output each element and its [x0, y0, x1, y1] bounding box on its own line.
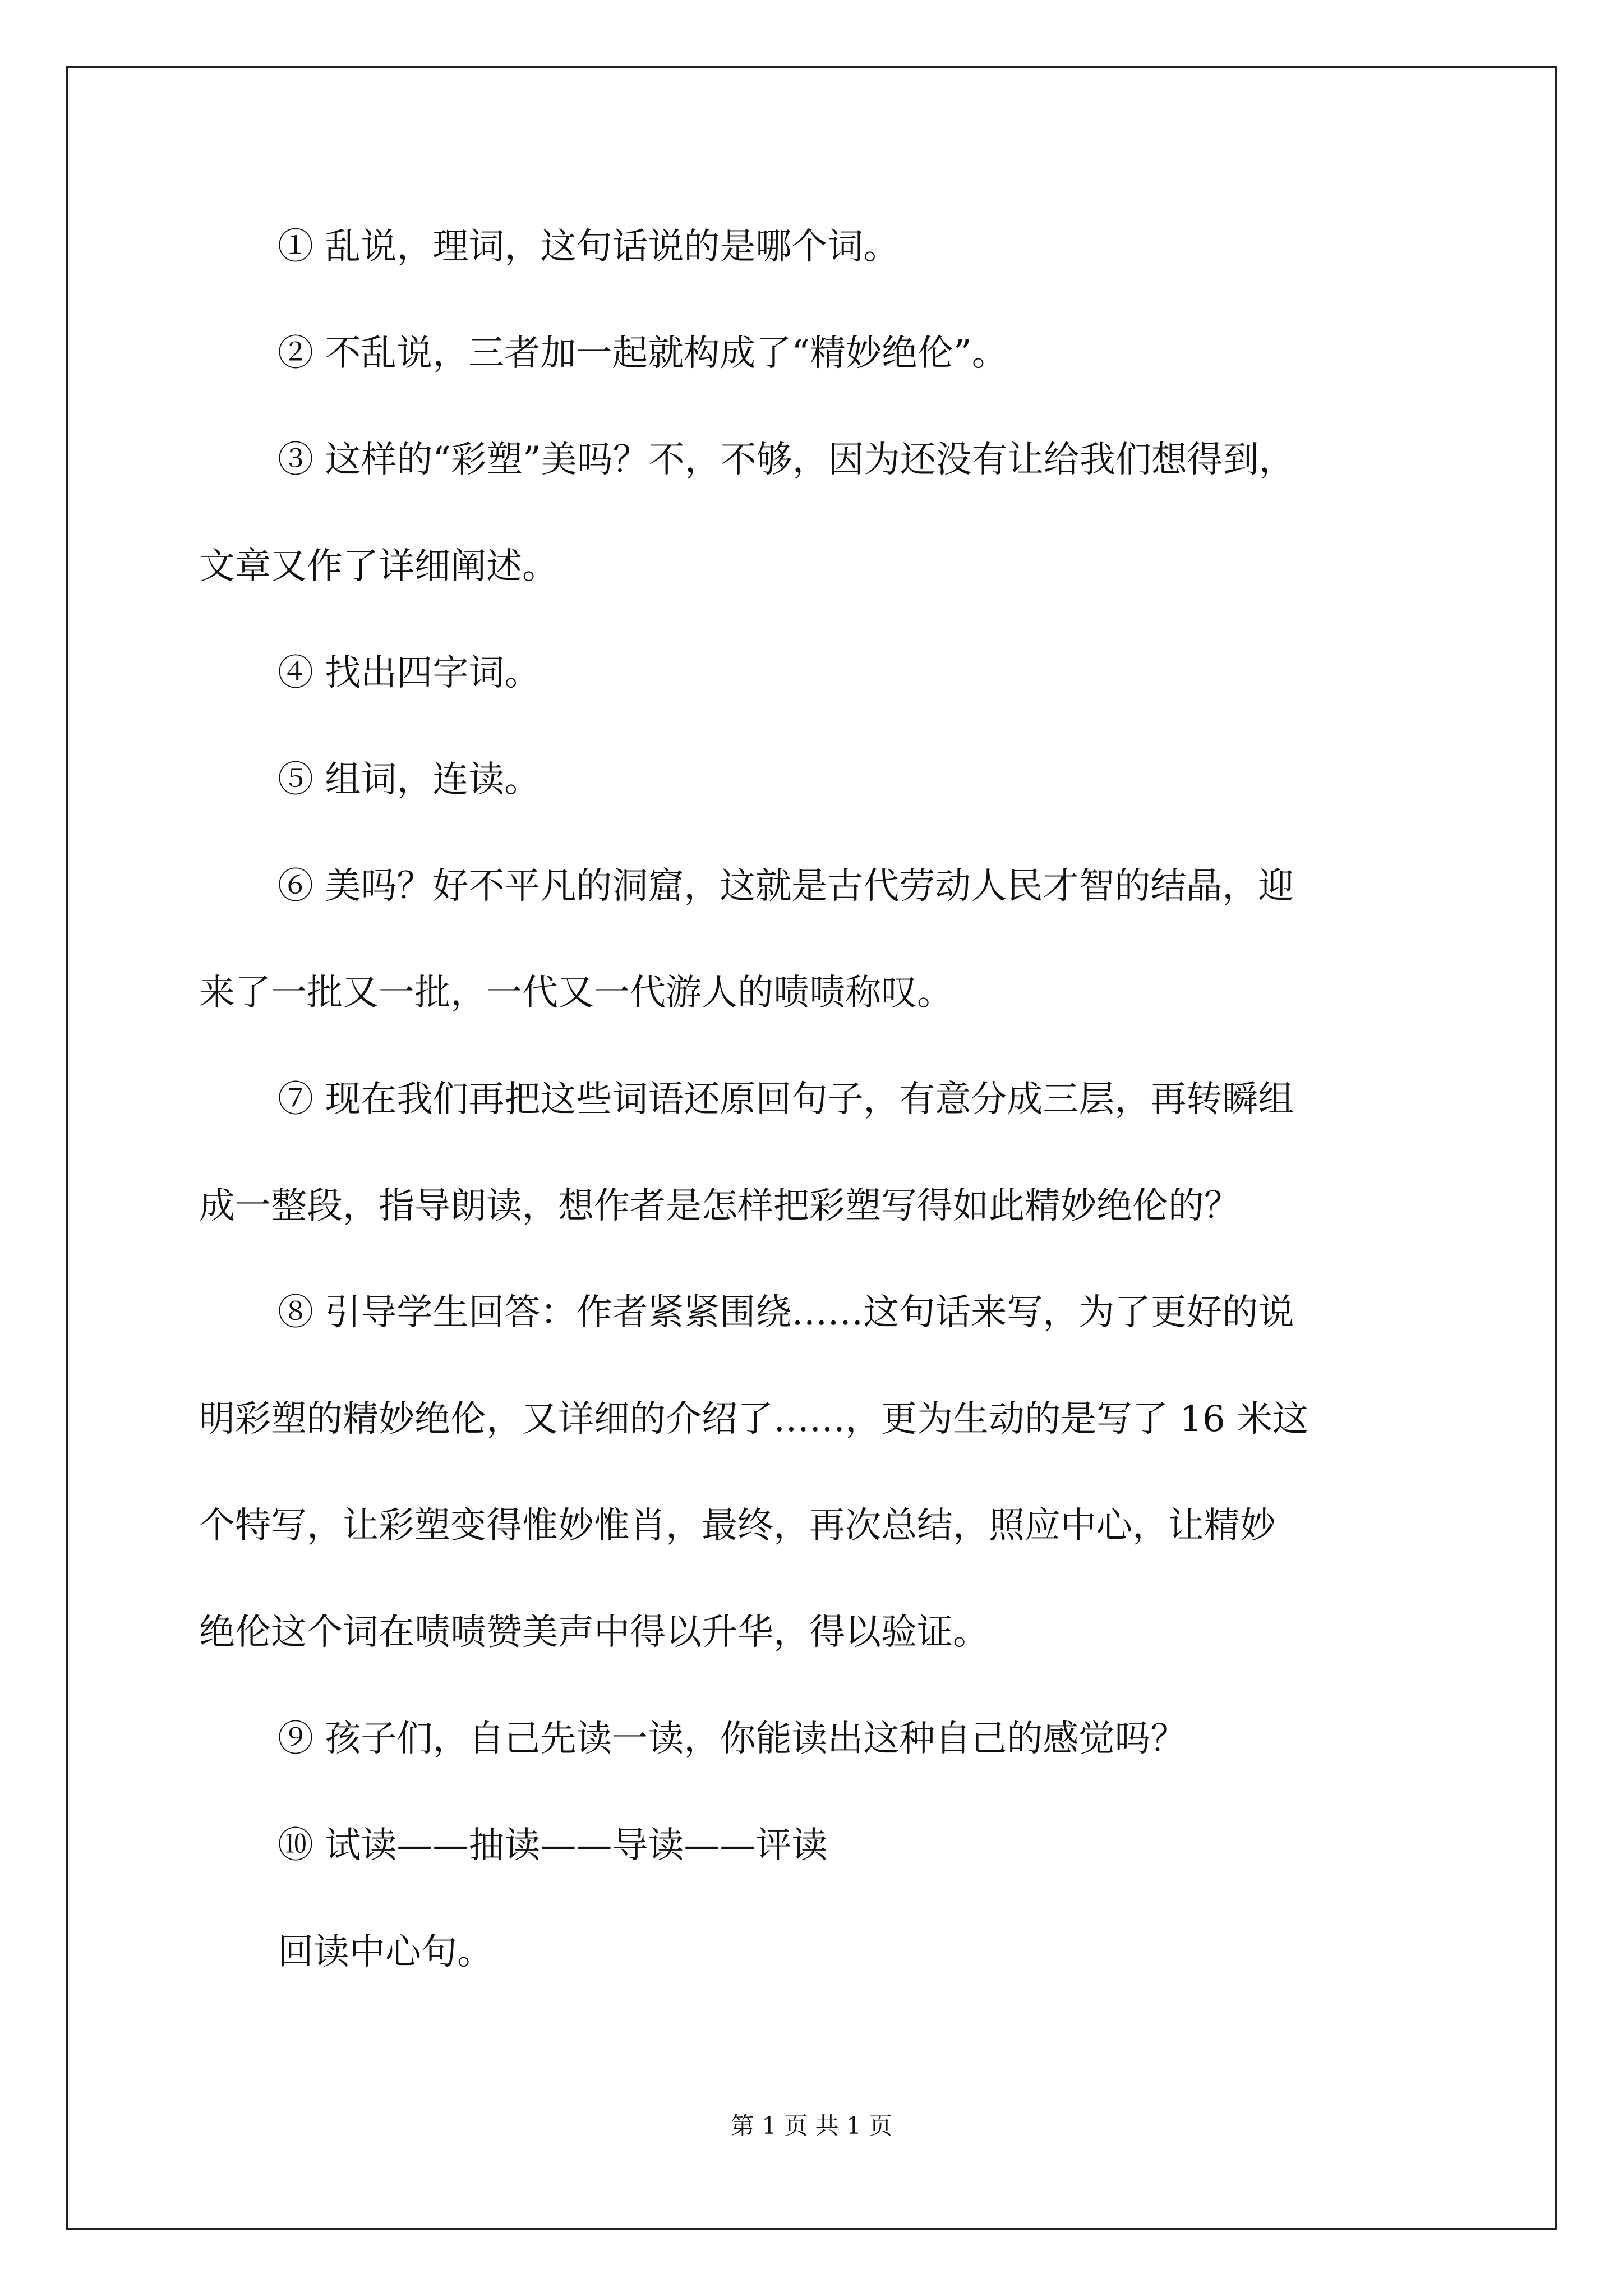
- paragraph-line: ⑧ 引导学生回答：作者紧紧围绕……这句话来写，为了更好的说: [278, 1292, 1294, 1333]
- page-footer: 第 1 页 共 1 页: [730, 2112, 893, 2139]
- paragraph-line: 文章又作了详细阐述。: [199, 546, 558, 587]
- paragraph-line: ⑩ 试读——抽读——导读——评读: [278, 1825, 828, 1866]
- paragraph-line: ① 乱说，理词，这句话说的是哪个词。: [278, 226, 900, 268]
- page-border: [66, 66, 1557, 2230]
- paragraph-line: 绝伦这个词在啧啧赞美声中得以升华，得以验证。: [199, 1612, 989, 1653]
- paragraph-line: 个特写，让彩塑变得惟妙惟肖，最终，再次总结，照应中心，让精妙: [199, 1505, 1276, 1547]
- paragraph-line: ⑥ 美吗？好不平凡的洞窟，这就是古代劳动人民才智的结晶，迎: [278, 866, 1294, 907]
- paragraph-line: 明彩塑的精妙绝伦，又详细的介绍了……，更为生动的是写了 16 米这: [199, 1398, 1309, 1440]
- paragraph-line: ⑤ 组词，连读。: [278, 759, 541, 800]
- paragraph-line: 回读中心句。: [278, 1931, 493, 1973]
- paragraph-line: ③ 这样的“彩塑”美吗？不，不够，因为还没有让给我们想得到，: [278, 439, 1295, 481]
- paragraph-line: ⑨ 孩子们，自己先读一读，你能读出这种自己的感觉吗？: [278, 1718, 1187, 1760]
- paragraph-line: 来了一批又一批，一代又一代游人的啧啧称叹。: [199, 972, 953, 1014]
- paragraph-line: ④ 找出四字词。: [278, 652, 541, 694]
- paragraph-line: 成一整段，指导朗读，想作者是怎样把彩塑写得如此精妙绝伦的？: [199, 1185, 1240, 1227]
- paragraph-line: ② 不乱说，三者加一起就构成了“精妙绝伦”。: [278, 333, 1008, 374]
- paragraph-line: ⑦ 现在我们再把这些词语还原回句子，有意分成三层，再转瞬组: [278, 1079, 1294, 1120]
